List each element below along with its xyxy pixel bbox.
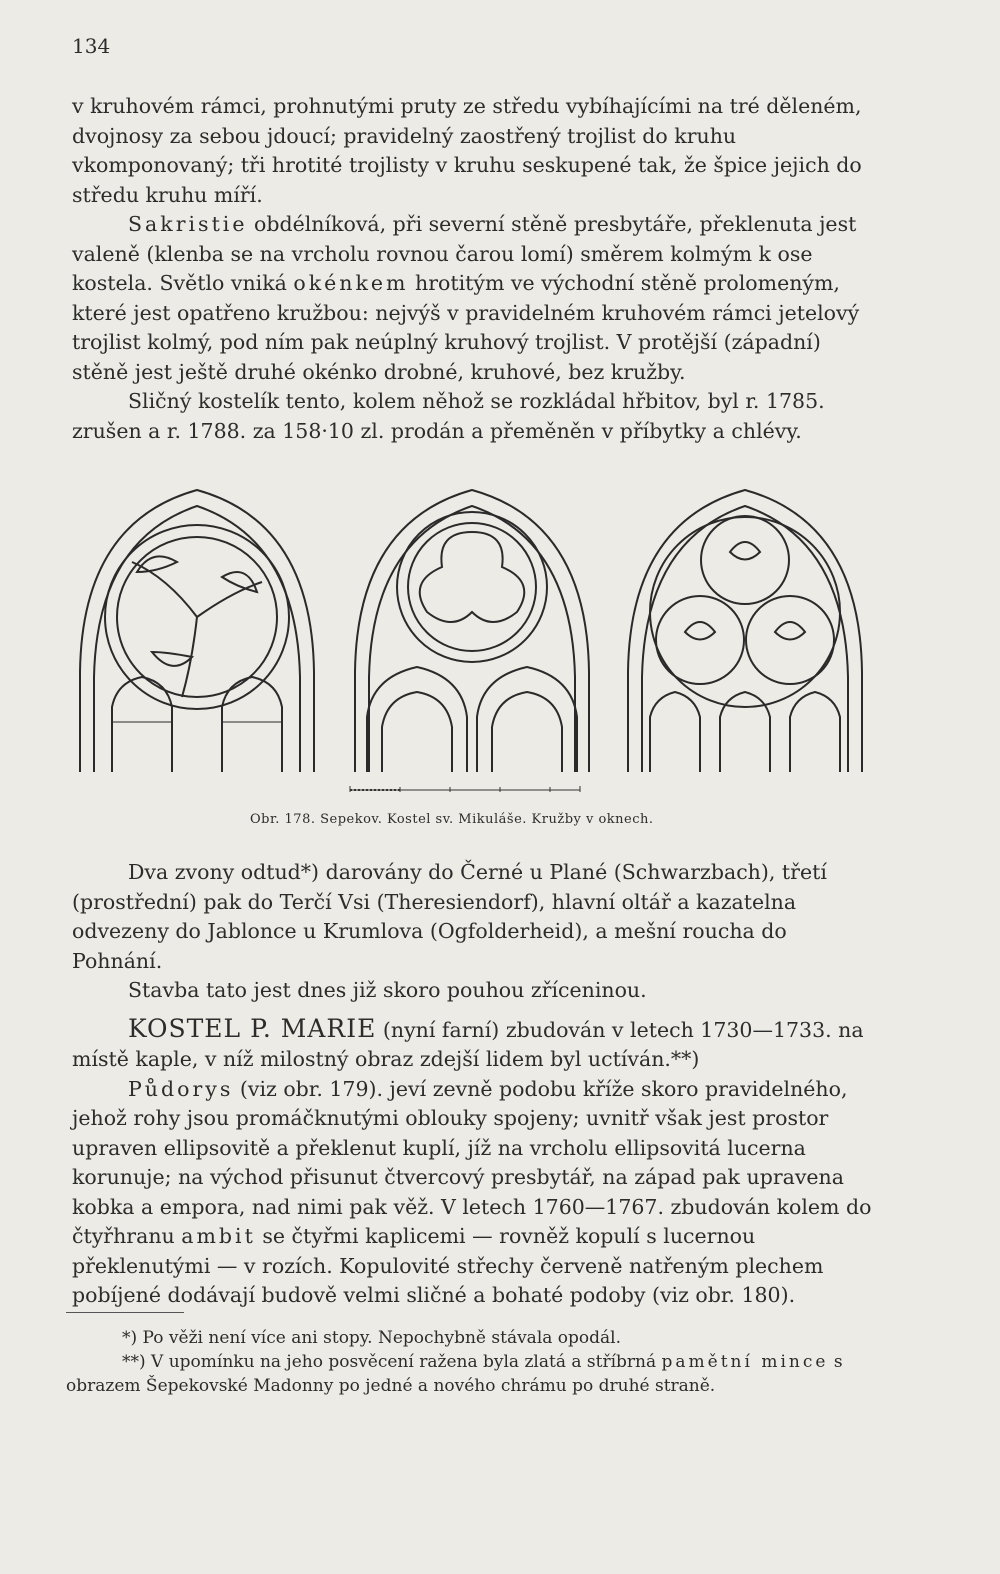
- window-tracery-figure: [72, 482, 872, 782]
- page-number: 134: [72, 34, 111, 58]
- paragraph: v kruhovém rámci, prohnutými pruty ze středu vybíhajícími na tré děleném, dvojnosy za sebou jdoucí; pravidelný zaostřený trojlist do kruhu vkomponovaný; tři hrotité trojlisty v kruhu seskupené tak, že špice jejich do středu kruhu míří.: [72, 94, 862, 207]
- tracery-window-left: [72, 482, 322, 782]
- section-heading: KOSTEL P. MARIE: [128, 1013, 377, 1043]
- text-run: hrotitým ve východní stěně prolomeným, které jest opatřeno kružbou: nejvýš v pravidelném kruhovém rámci jetelový trojlist kolmý, pod ním pak neúplný kruhový trojlist. V protější (západní) stěně jest ještě druhé okénko drobné, kruhové, bez kružby.: [72, 271, 860, 384]
- spaced-term: pamětní mince: [661, 1352, 829, 1372]
- text-run: (nyní farní) zbudován v letech 1730—1733. na místě kaple, v níž milostný obraz zdejší lidem byl uctíván.**): [72, 1017, 864, 1071]
- spaced-term: Sakristie: [128, 212, 248, 236]
- tracery-window-middle: [347, 482, 597, 782]
- figure-caption: Obr. 178. Sepekov. Kostel sv. Mikuláše. Kružby v oknech.: [250, 812, 654, 827]
- paragraph-sakristie: [72, 210, 882, 387]
- text-run: s obrazem Šepekovské Madonny po jedné a nového chrámu po druhé straně.: [66, 1352, 843, 1396]
- footnote: [66, 1350, 876, 1398]
- section-heading-paragraph: [72, 1014, 882, 1075]
- footnote: *) Po věži není více ani stopy. Nepochybně stávala opodál.: [122, 1328, 622, 1348]
- scale-bar: [340, 778, 600, 796]
- paragraph-pudorys: [72, 1075, 882, 1311]
- tracery-window-right: [620, 482, 870, 782]
- paragraph: Stavba tato jest dnes již skoro pouhou zříceninou.: [128, 978, 647, 1002]
- text-run: se čtyřmi kaplicemi — rovněž kopulí s lucernou překlenutými — v rozích. Kopulovité střechy červeně natřeným plechem pobíjené dodávají budově velmi sličné a bohaté podoby (viz obr. 180).: [72, 1224, 824, 1307]
- footnote-divider: [66, 1312, 184, 1313]
- text-run: **) V upomínku na jeho posvěcení ražena byla zlatá a stříbrná: [122, 1352, 662, 1372]
- text-run: (viz obr. 179). jeví zevně podobu kříže skoro pravidelného, jehož rohy jsou promáčknutými oblouky spojeny; uvnitř však jest prostor upraven ellipsovitě a překlenut kuplí, jíž na vrcholu ellipsovitá lucerna korunuje; na východ přisunut čtvercový presbytář, na západ pak upravena kobka a empora, nad nimi pak věž. V letech 1760—1767. zbudován kolem do čtyřhranu: [72, 1076, 872, 1248]
- spaced-term: ambit: [181, 1224, 256, 1248]
- text-run: obdélníková, při severní stěně presbytáře, překlenuta jest valeně (klenba se na vrcholu rovnou čarou lomí) směrem kolmým k ose kostela. Světlo vniká: [72, 212, 857, 295]
- spaced-term: Půdorys: [128, 1076, 234, 1101]
- footnotes: [66, 1326, 876, 1398]
- text-block-top: [72, 92, 882, 446]
- spaced-term: okénkem: [293, 271, 409, 295]
- text-block-bottom: [72, 858, 882, 1311]
- paragraph: Dva zvony odtud*) darovány do Černé u Plané (Schwarzbach), třetí (prostřední) pak do Terčí Vsi (Theresiendorf), hlavní oltář a kazatelna odvezeny do Jablonce u Krumlova (Ogfolderheid), a mešní roucha do Pohnání.: [72, 860, 827, 973]
- paragraph: Sličný kostelík tento, kolem něhož se rozkládal hřbitov, byl r. 1785. zrušen a r. 1788. za 158·10 zl. prodán a přeměněn v příbytky a chlévy.: [72, 389, 825, 443]
